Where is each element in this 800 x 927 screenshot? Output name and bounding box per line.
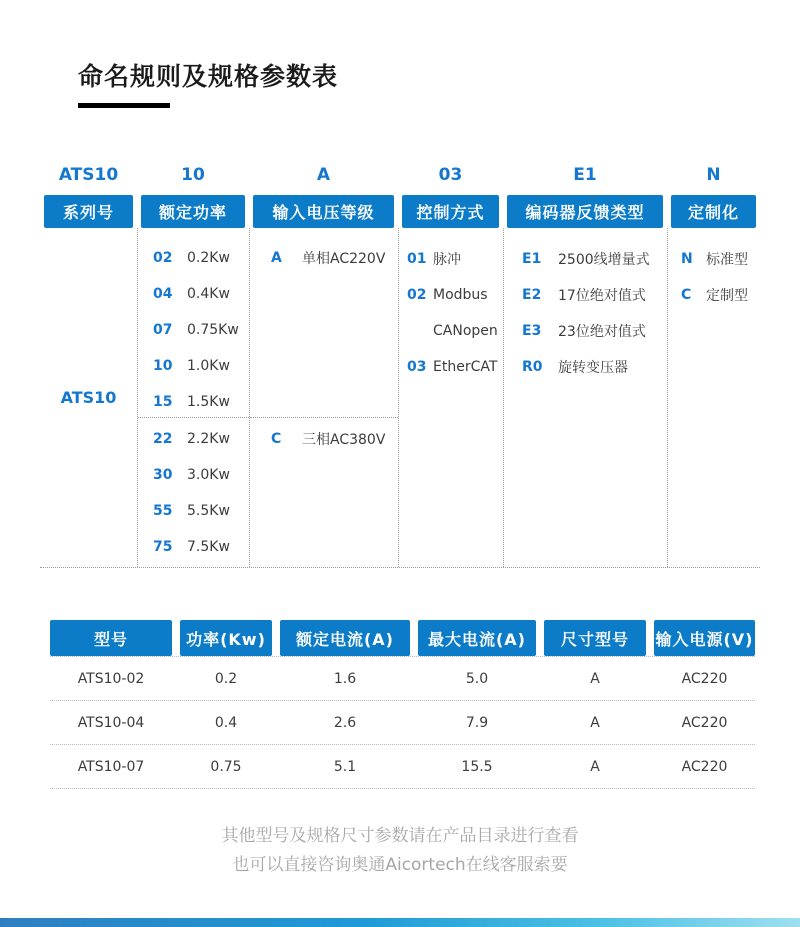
list-item [504, 313, 667, 349]
naming-diagram [40, 160, 760, 568]
header-badge-voltage: 输入电压等级 [253, 195, 394, 228]
item-code: R0 [522, 359, 543, 375]
header-badge-encoder: 编码器反馈类型 [507, 195, 663, 228]
item-code: 04 [153, 286, 173, 302]
list-item [504, 349, 667, 385]
cell-power: 0.2 [214, 670, 238, 687]
item-code: 02 [153, 250, 173, 266]
table-row [50, 701, 755, 745]
table-row [50, 657, 755, 701]
list-item [399, 241, 503, 277]
code-label-power: 10 [181, 165, 205, 185]
item-value: 旋转变压器 [558, 360, 628, 376]
code-label-custom: N [706, 165, 721, 185]
spec-header-input-power: 输入电源(V) [654, 620, 755, 656]
header-badge-custom: 定制化 [671, 195, 756, 228]
list-item [668, 277, 760, 313]
spec-header-model: 型号 [50, 620, 172, 656]
list-item [399, 277, 503, 313]
spec-header-size: 尺寸型号 [544, 620, 646, 656]
power-group-220v [138, 228, 249, 418]
item-value: EtherCAT [433, 359, 498, 375]
cell-model: ATS10-02 [77, 670, 145, 687]
spec-table-header [50, 620, 755, 656]
item-code: 75 [153, 539, 173, 555]
list-item [668, 241, 760, 277]
list-item [399, 349, 503, 385]
cell-rated-current: 5.1 [333, 758, 357, 775]
naming-header-row [40, 195, 760, 228]
item-value: 23位绝对值式 [558, 324, 646, 340]
cell-size: A [590, 714, 600, 731]
item-value: 定制型 [706, 288, 748, 304]
item-code: 10 [153, 358, 173, 374]
item-value: 2500线增量式 [558, 252, 650, 268]
item-value: 0.75Kw [187, 322, 239, 338]
cell-model: ATS10-04 [77, 714, 145, 731]
column-power [137, 228, 249, 567]
cell-max-current: 15.5 [461, 758, 493, 775]
list-item [504, 241, 667, 277]
item-value: 标准型 [706, 252, 748, 268]
item-code: C [681, 287, 692, 303]
code-label-voltage: A [316, 165, 331, 185]
item-value: 7.5Kw [187, 539, 230, 555]
cell-size: A [590, 670, 600, 687]
code-label-encoder: E1 [573, 165, 597, 185]
item-value: 脉冲 [433, 252, 461, 268]
item-value: 1.0Kw [187, 358, 230, 374]
title-block [78, 60, 338, 108]
item-code: E1 [522, 251, 542, 267]
list-item [250, 421, 398, 457]
item-code: A [271, 250, 282, 266]
list-item [250, 240, 398, 276]
cell-input-power: AC220 [681, 670, 728, 687]
table-row [50, 745, 755, 789]
list-item [138, 457, 249, 493]
item-value: CANopen [433, 323, 498, 339]
header-badge-series: 系列号 [44, 195, 133, 228]
cell-rated-current: 2.6 [333, 714, 357, 731]
item-code: C [271, 431, 282, 447]
column-series [40, 228, 137, 567]
item-code: 15 [153, 394, 173, 410]
list-item [138, 348, 249, 384]
spec-header-rated-current: 额定电流(A) [280, 620, 410, 656]
item-code: 01 [407, 251, 427, 267]
item-code: 07 [153, 322, 173, 338]
item-value: 单相AC220V [302, 251, 386, 267]
list-item [399, 313, 503, 349]
item-code: N [681, 251, 693, 267]
item-code: 22 [153, 431, 173, 447]
cell-input-power: AC220 [681, 714, 728, 731]
code-label-control: 03 [438, 165, 463, 185]
power-group-380v [138, 418, 249, 565]
list-item [138, 276, 249, 312]
item-value: 0.4Kw [187, 286, 230, 302]
cell-size: A [590, 758, 600, 775]
list-item [138, 529, 249, 565]
item-value: 1.5Kw [187, 394, 230, 410]
list-item [138, 240, 249, 276]
header-badge-control: 控制方式 [402, 195, 499, 228]
footer-note [0, 822, 800, 880]
item-value: 0.2Kw [187, 250, 230, 266]
cell-input-power: AC220 [681, 758, 728, 775]
item-value: 5.5Kw [187, 503, 230, 519]
footer-line-2: 也可以直接咨询奥通Aicortech在线客服索要 [232, 855, 568, 875]
naming-code-row [40, 160, 760, 190]
voltage-group-three [250, 418, 398, 457]
item-code: 02 [407, 287, 427, 303]
column-voltage [249, 228, 398, 567]
title-underline [78, 103, 170, 108]
item-value: 三相AC380V [302, 432, 386, 448]
cell-power: 0.4 [214, 714, 238, 731]
spec-header-max-current: 最大电流(A) [418, 620, 536, 656]
code-label-series: ATS10 [58, 165, 119, 185]
page-title: 命名规则及规格参数表 [78, 62, 339, 91]
header-badge-power: 额定功率 [141, 195, 245, 228]
cell-model: ATS10-07 [77, 758, 145, 775]
item-value: 17位绝对值式 [558, 288, 646, 304]
voltage-group-single [250, 228, 398, 418]
series-value: ATS10 [60, 388, 117, 407]
list-item [138, 421, 249, 457]
cell-max-current: 5.0 [465, 670, 489, 687]
item-code: E3 [522, 323, 542, 339]
list-item [138, 384, 249, 420]
column-encoder [503, 228, 667, 567]
list-item [138, 312, 249, 348]
item-value: 2.2Kw [187, 431, 230, 447]
bottom-accent-bar [0, 918, 800, 927]
spec-table [50, 620, 755, 789]
item-value: Modbus [433, 287, 488, 303]
cell-power: 0.75 [210, 758, 242, 775]
cell-rated-current: 1.6 [333, 670, 357, 687]
footer-line-1: 其他型号及规格尺寸参数请在产品目录进行查看 [221, 826, 579, 846]
list-item [504, 277, 667, 313]
cell-max-current: 7.9 [465, 714, 489, 731]
spec-table-body [50, 656, 755, 789]
item-code: 55 [153, 503, 173, 519]
item-value: 3.0Kw [187, 467, 230, 483]
column-customization [667, 228, 760, 567]
item-code: 03 [407, 359, 427, 375]
naming-columns [40, 228, 760, 568]
list-item [138, 493, 249, 529]
column-control [398, 228, 503, 567]
item-code: E2 [522, 287, 542, 303]
spec-header-power: 功率(Kw) [180, 620, 272, 656]
item-code: 30 [153, 467, 173, 483]
